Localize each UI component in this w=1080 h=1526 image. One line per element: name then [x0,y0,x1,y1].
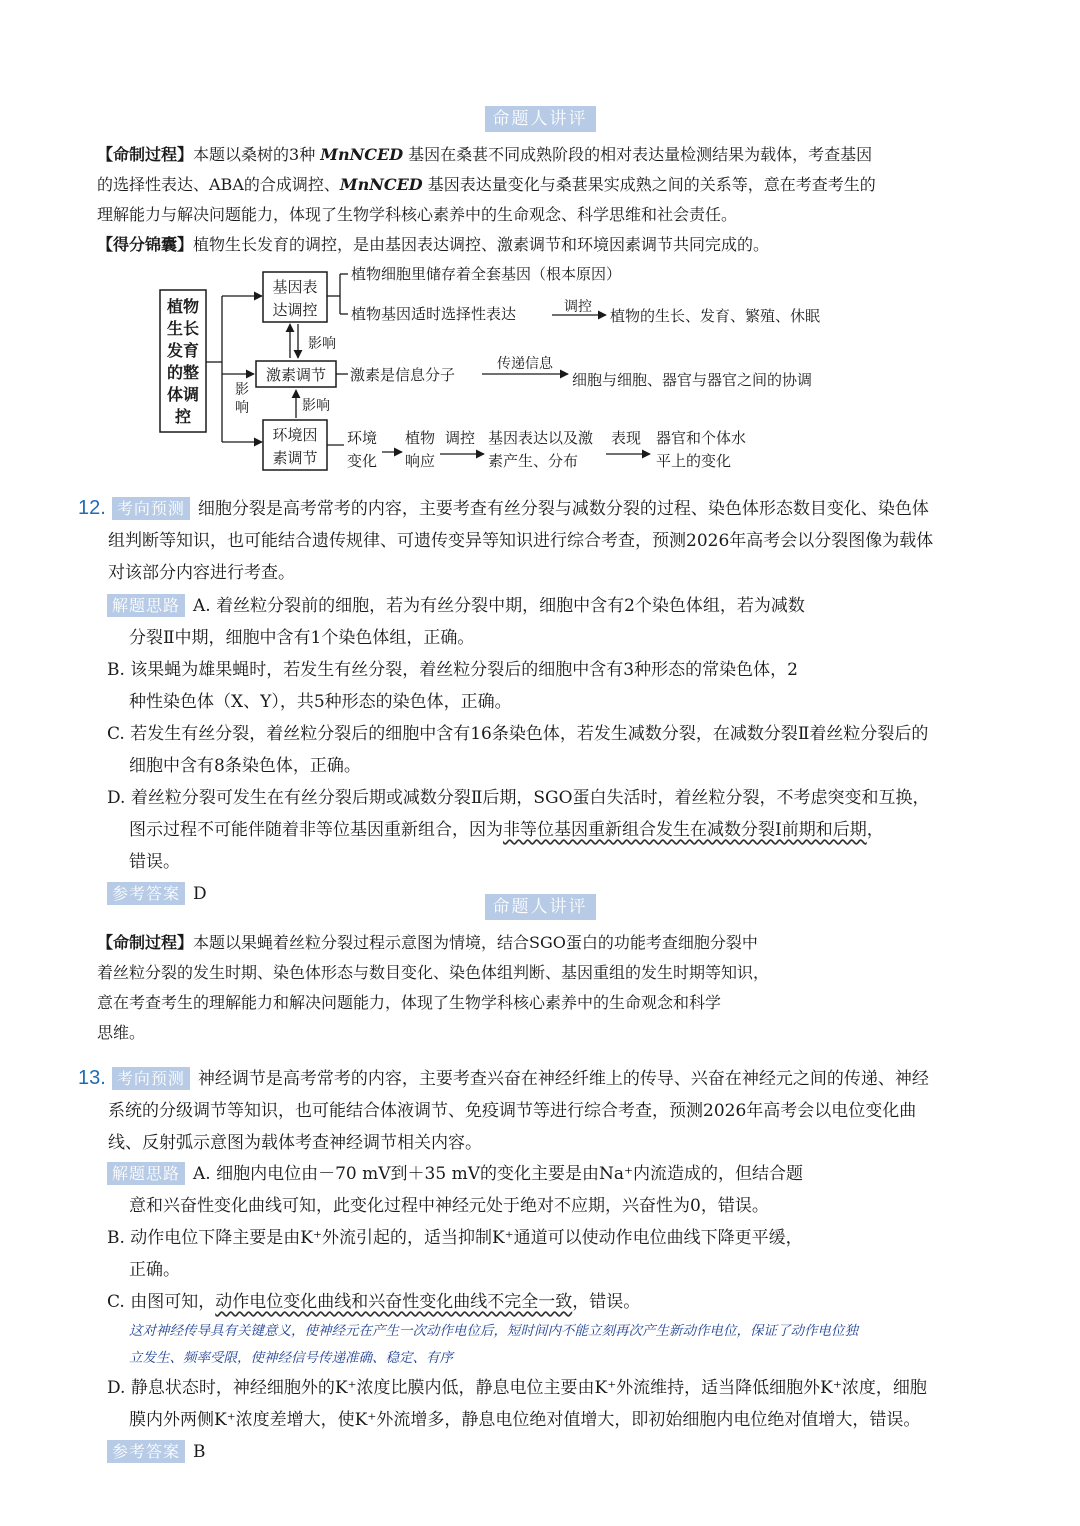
hormone-result: 细胞与细胞、器官与器官之间的协调 [572,371,813,389]
side-influence-text: 响 [235,400,249,416]
main-box-text: 体调 [166,385,200,404]
env-step-3: 基因表达以及激 [488,429,594,447]
solution-tag: 解题思路 [107,1162,185,1185]
option-c-emphasis: 动作电位变化曲线和兴奋性变化曲线不完全一致 [215,1292,573,1312]
intro-text: 对该部分内容进行考查。 [108,563,295,583]
gene-box-text: 达调控 [272,301,318,319]
hormone-text: 激素是信息分子 [350,366,456,384]
question-number: 12. [78,497,106,519]
solution-12 [107,590,1007,910]
process-text: 理解能力与解决问题能力，体现了生物学科核心素养中的生命观念、科学思维和社会责任。 [97,205,738,224]
main-box-text: 的整 [166,363,200,382]
env-step-1: 环境 [347,429,378,447]
option-d: D. 静息状态时，神经细胞外的K⁺浓度比膜内低，静息电位主要由K⁺外流维持，适当降低细胞外K⁺浓度，细胞 [107,1378,927,1398]
answer-value: D [193,884,207,904]
tips-text: 植物生长发育的调控，是由基因表达调控、激素调节和环境因素调节共同完成的。 [193,235,770,254]
influence-label-1: 影响 [308,336,336,352]
option-d: 图示过程不可能伴随着非等位基因重新组合，因为 [129,820,503,840]
process-paragraph-1 [97,140,997,260]
env-step-3: 素产生、分布 [488,452,579,470]
regulate-label: 调控 [564,299,592,315]
option-a: 意和兴奋性变化曲线可知，此变化过程中神经元处于绝对不应期，兴奋性为0，错误。 [129,1196,769,1216]
tips-label: 【得分锦囊】 [97,235,194,254]
question-number: 13. [78,1067,106,1089]
main-box-text: 生长 [166,319,200,338]
main-box-text: 发育 [166,341,200,360]
gene-name: MnNCED [339,175,423,194]
transfer-label: 传递信息 [497,356,553,372]
option-d: 膜内外两侧K⁺浓度差增大，使K⁺外流增多，静息电位绝对值增大，即初始细胞内电位绝对值增大，错误。 [129,1410,921,1430]
gene-line-1: 植物细胞里储存着全套基因（根本原因） [351,265,622,283]
commentary-header-2 [0,894,1080,920]
intro-text: 系统的分级调节等知识，也可能结合体液调节、免疫调节等进行综合考查，预测2026年高考会以电位变化曲 [108,1101,917,1121]
gene-name: MnNCED [320,145,404,164]
option-a: A. 着丝粒分裂前的细胞，若为有丝分裂中期，细胞中含有2个染色体组，若为减数 [193,596,805,616]
process-text: 的选择性表达、ABA的合成调控、 [97,175,340,194]
intro-text: 组判断等知识，也可能结合遗传规律、可遗传变异等知识进行综合考查，预测2026年高考会以分裂图像为载体 [108,531,934,551]
process-label: 【命制过程】 [97,145,194,164]
option-b: 种性染色体（X、Y），共5种形态的染色体，正确。 [129,692,512,712]
hormone-box-text: 激素调节 [265,366,327,384]
option-b: B. 动作电位下降主要是由K⁺外流引起的，适当抑制K⁺通道可以使动作电位曲线下降更平缓， [107,1228,803,1248]
question-13 [78,1062,1008,1159]
option-d-emphasis: 非等位基因重新组合发生在减数分裂Ⅰ前期和后期 [503,820,867,840]
env-show-label: 表现 [610,429,642,447]
option-c: 细胞中含有8条染色体，正确。 [129,756,361,776]
option-b: B. 该果蝇为雄果蝇时，若发生有丝分裂，着丝粒分裂后的细胞中含有3种形态的常染色体，2 [107,660,798,680]
process-text: 思维。 [97,1023,146,1042]
answer-value: B [193,1442,206,1462]
option-c: C. 若发生有丝分裂，着丝粒分裂后的细胞中含有16条染色体，若发生减数分裂，在减数分裂Ⅱ着丝粒分裂后的 [107,724,929,744]
process-text: 意在考查考生的理解能力和解决问题能力，体现了生物学科核心素养中的生命观念和科学 [97,993,722,1012]
process-label: 【命制过程】 [97,933,194,952]
main-box-text: 植物 [166,297,200,316]
gene-line-2: 植物基因适时选择性表达 [351,305,517,323]
commentary-header-2-label: 命题人讲评 [485,894,596,920]
option-d: 错误。 [129,852,180,872]
handwritten-note: 这对神经传导具有关键意义，使神经元在产生一次动作电位后，短时间内不能立刻再次产生新动作电位，保证了动作电位独 [129,1323,858,1339]
process-paragraph-2 [97,928,897,1048]
forecast-tag: 考向预测 [112,1067,190,1090]
process-text: 基因在桑葚不同成熟阶段的相对表达量检测结果为载体，考查基因 [408,145,873,164]
env-step-2: 植物 [405,429,436,447]
commentary-header-1 [0,106,1080,132]
option-c: ，错误。 [572,1292,641,1312]
solution-13 [107,1158,1007,1468]
side-influence-text: 影 [235,382,249,398]
regulation-diagram [150,262,890,480]
option-b: 正确。 [129,1260,180,1280]
option-d: ， [866,820,884,840]
env-box-text: 环境因 [272,426,318,444]
handwritten-note: 立发生、频率受限，使神经信号传递准确、稳定、有序 [129,1350,453,1366]
question-12 [78,492,1008,589]
main-box-text: 控 [174,407,192,426]
env-step-4: 器官和个体水 [656,429,747,447]
commentary-header-1-label: 命题人讲评 [485,106,596,132]
option-a: 分裂Ⅱ中期，细胞中含有1个染色体组，正确。 [129,628,475,648]
intro-text: 细胞分裂是高考常考的内容，主要考查有丝分裂与减数分裂的过程、染色体形态数目变化、染色体 [197,499,929,519]
gene-result: 植物的生长、发育、繁殖、休眠 [610,307,821,325]
answer-tag: 参考答案 [107,1440,185,1463]
intro-text: 线、反射弧示意图为载体考查神经调节相关内容。 [108,1133,482,1153]
intro-text: 神经调节是高考常考的内容，主要考查兴奋在神经纤维上的传导、兴奋在神经元之间的传递、神经 [197,1069,929,1089]
process-text: 本题以果蝇着丝粒分裂过程示意图为情境，结合SGO蛋白的功能考查细胞分裂中 [193,933,758,952]
gene-box-text: 基因表 [272,278,318,296]
env-step-2: 调控 [445,429,476,447]
option-a: A. 细胞内电位由－70 mV到＋35 mV的变化主要是由Na⁺内流造成的，但结合题 [193,1164,803,1184]
process-text: 基因表达量变化与桑葚果实成熟之间的关系等，意在考查考生的 [427,175,876,194]
influence-label-2: 影响 [302,398,330,414]
env-step-4: 平上的变化 [656,452,732,470]
env-box-text: 素调节 [272,449,318,467]
option-c: C. 由图可知， [107,1292,216,1312]
process-text: 着丝粒分裂的发生时期、染色体形态与数目变化、染色体组判断、基因重组的发生时期等知识， [97,963,770,982]
env-step-2: 响应 [405,452,436,470]
forecast-tag: 考向预测 [112,497,190,520]
env-step-1: 变化 [347,452,378,470]
option-d: D. 着丝粒分裂可发生在有丝分裂后期或减数分裂Ⅱ后期，SGO蛋白失活时，着丝粒分裂，不考虑突变和互换， [107,788,930,808]
process-text: 本题以桑树的3种 [193,145,316,164]
solution-tag: 解题思路 [107,594,185,617]
answer-tag: 参考答案 [107,882,185,905]
